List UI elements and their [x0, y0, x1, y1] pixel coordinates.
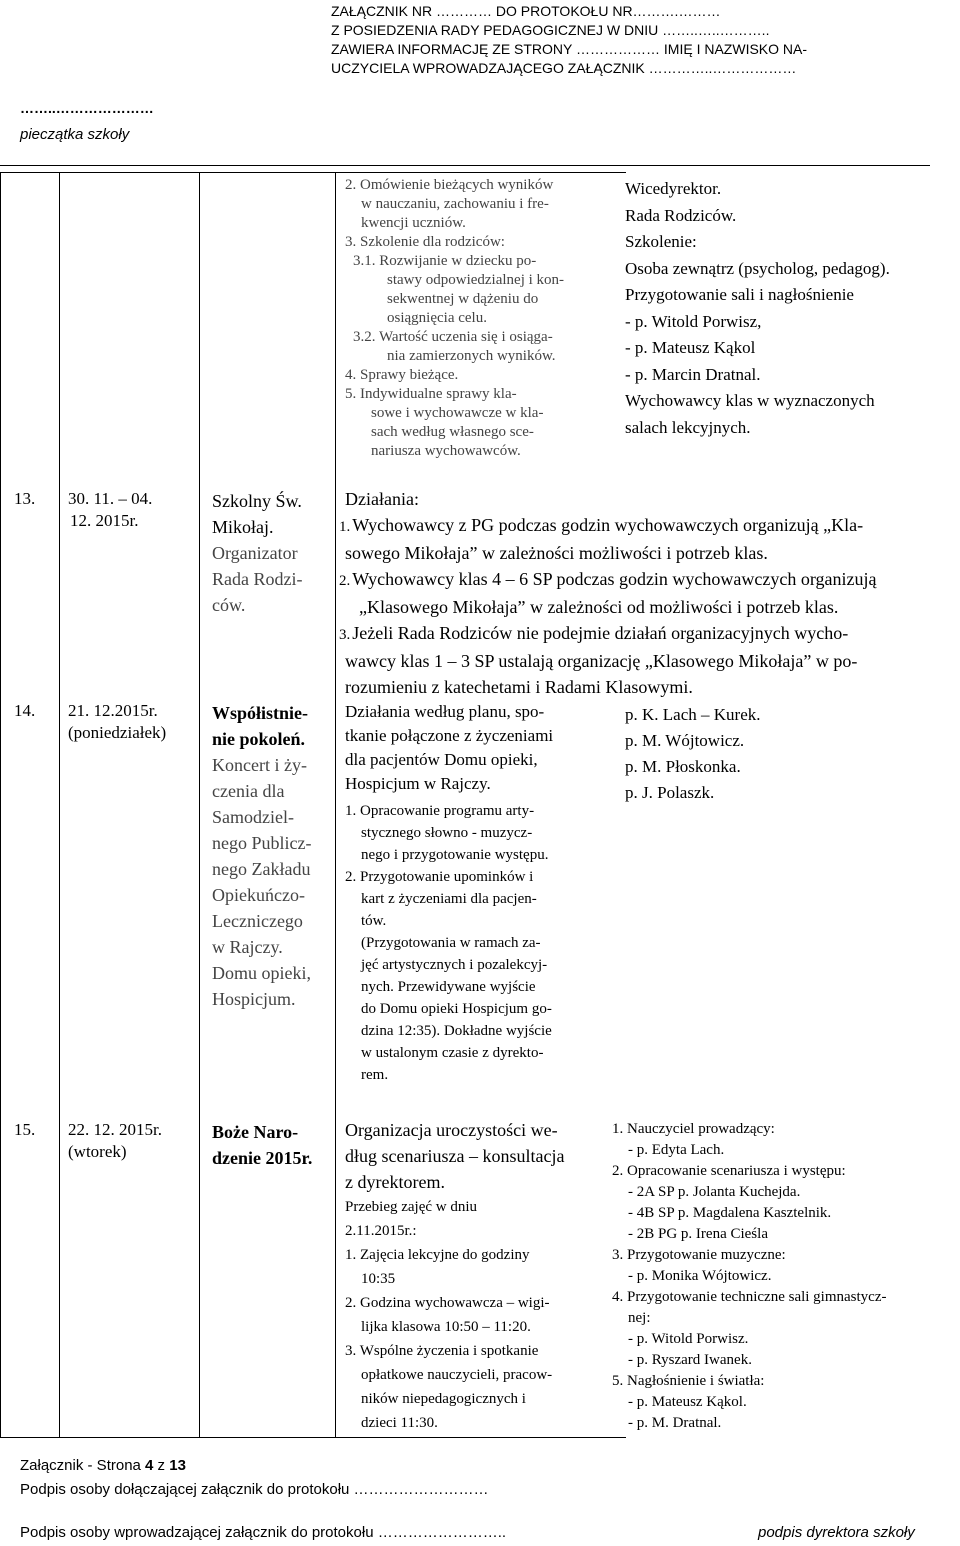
action-number: 3. — [339, 627, 351, 643]
agenda-responsible — [625, 176, 945, 441]
responsible-line: - p. Witold Porwisz. — [628, 1331, 749, 1347]
event-title-line: Boże Naro- — [212, 1122, 299, 1142]
event-description-line: nego Publicz- — [212, 833, 312, 853]
event-responsible — [612, 1119, 952, 1434]
director-signature-label: podpis dyrektora szkoły — [758, 1524, 915, 1541]
header-line-4: UCZYCIELA WPROWADZAJĄCEGO ZAŁĄCZNIK …………..……………… — [331, 60, 797, 76]
date-line: 12. 2015r. — [70, 511, 139, 530]
event-title — [212, 700, 326, 752]
event-description-line: Hospicjum. — [212, 989, 296, 1009]
responsible-line: 5. Nagłośnienie i światła: — [612, 1373, 765, 1389]
plan-item-line: 2. Godzina wychowawcza – wigi- — [345, 1295, 550, 1311]
plan-summary-line: tkanie połączone z życzeniami — [345, 726, 554, 745]
event-plan — [345, 1117, 603, 1435]
event-title-line: Szkolny Św. — [212, 491, 302, 511]
page-total: 13 — [169, 1457, 186, 1474]
page-counter — [20, 1457, 186, 1474]
row-number: 14. — [14, 701, 36, 720]
event-organizer — [212, 540, 326, 618]
plan-item-line: dzieci 11:30. — [361, 1415, 438, 1431]
responsible-line: - 2A SP p. Jolanta Kuchejda. — [628, 1184, 801, 1200]
responsible-line: - p. Witold Porwisz, — [625, 311, 762, 331]
action-line — [339, 648, 945, 674]
agenda-line: kwencji uczniów. — [361, 215, 466, 231]
plan-summary-line: dług scenariusza – konsultacja — [345, 1146, 565, 1166]
agenda-line: 5. Indywidualne sprawy kla- — [345, 386, 517, 402]
event-description-line: Opiekuńczo- — [212, 885, 305, 905]
plan-item-line: nego i przygotowanie występu. — [361, 847, 549, 863]
responsible-line: Przygotowanie sali i nagłośnienie — [625, 285, 854, 304]
event-title — [212, 488, 326, 540]
responsible-line: p. J. Polaszk. — [625, 783, 715, 802]
responsible-line: Osoba zewnątrz (psycholog, pedagog). — [625, 258, 890, 278]
action-text: wawcy klas 1 – 3 SP ustalają organizację „Klasowego Mikołaja” w po- — [345, 651, 858, 671]
action-line — [339, 566, 945, 594]
page-number: 4 — [145, 1457, 154, 1474]
plan-item-line: 1. Zajęcia lekcyjne do godziny — [345, 1247, 530, 1263]
event-description-line: Domu opieki, — [212, 963, 311, 983]
stamp-dots: ……..………………… — [20, 100, 154, 116]
responsible-line: - 4B SP p. Magdalena Kasztelnik. — [628, 1205, 832, 1221]
responsible-line: Szkolenie: — [625, 232, 697, 251]
agenda-line: w nauczaniu, zachowaniu i fre- — [361, 196, 549, 212]
action-line — [339, 512, 945, 540]
table-border-left — [0, 172, 1, 1437]
row-number: 15. — [14, 1120, 36, 1139]
agenda-line: sekwentnej w dążeniu do — [387, 291, 539, 307]
organizer-line: Rada Rodzi- — [212, 569, 303, 589]
table-border-bottom — [0, 1437, 626, 1438]
plan-items — [345, 800, 603, 1086]
row-event — [212, 700, 326, 1012]
plan-item-line: 2.11.2015r.: — [345, 1223, 417, 1239]
plan-item-line: w ustalonym czasie z dyrekto- — [361, 1045, 544, 1061]
action-text: „Klasowego Mikołaja” w zależności od możliwości i potrzeb klas. — [359, 597, 839, 617]
row-date — [68, 700, 196, 744]
event-title-line: Mikołaj. — [212, 517, 274, 537]
event-description-line: nego Zakładu — [212, 859, 311, 879]
plan-item-line: 1. Opracowanie programu arty- — [345, 803, 535, 819]
responsible-line: p. M. Płoskonka. — [625, 757, 741, 776]
responsible-line: - 2B PG p. Irena Cieśla — [628, 1226, 768, 1242]
plan-item-line: (Przygotowania w ramach za- — [361, 935, 541, 951]
plan-summary-line: z dyrektorem. — [345, 1172, 445, 1192]
responsible-line: salach lekcyjnych. — [625, 417, 751, 437]
action-text: rozumieniu z katechetami i Radami Klasowymi. — [345, 677, 693, 697]
event-description-line: czenia dla — [212, 781, 285, 801]
date-line: 30. 11. – 04. — [68, 489, 153, 508]
responsible-line: 1. Nauczyciel prowadzący: — [612, 1121, 775, 1137]
event-description-line: w Rajczy. — [212, 937, 283, 957]
responsible-line: - p. Edyta Lach. — [628, 1142, 725, 1158]
action-number: 2. — [339, 573, 351, 589]
actions-block — [339, 486, 945, 700]
date-line: (wtorek) — [68, 1142, 127, 1161]
responsible-line: 3. Przygotowanie muzyczne: — [612, 1247, 786, 1263]
responsible-line: - p. Mateusz Kąkol — [625, 338, 756, 357]
agenda-line: nia zamierzonych wyników. — [387, 348, 556, 364]
action-text: Wychowawcy z PG podczas godzin wychowawczych organizują „Kla- — [352, 515, 864, 535]
action-line — [339, 674, 945, 700]
plan-summary-line: Organizacja uroczystości we- — [345, 1120, 558, 1140]
row-date — [68, 1119, 196, 1163]
action-line — [339, 594, 945, 620]
agenda-line: stawy odpowiedzialnej i kon- — [387, 272, 565, 288]
plan-summary-line: Hospicjum w Rajczy. — [345, 774, 491, 793]
attach-signature-line: Podpis osoby dołączającej załącznik do protokołu ……………………… — [20, 1481, 489, 1498]
page-label: Załącznik - Strona — [20, 1457, 146, 1474]
responsible-line: - p. Ryszard Iwanek. — [628, 1352, 752, 1368]
responsible-line: 4. Przygotowanie techniczne sali gimnastycz- — [612, 1289, 887, 1305]
plan-item-line: do Domu opieki Hospicjum go- — [361, 1001, 552, 1017]
plan-item-line: nych. Przewidywane wyjście — [361, 979, 536, 995]
action-text: Jeżeli Rada Rodziców nie podejmie działań organizacyjnych wycho- — [352, 623, 849, 643]
header-line-3: ZAWIERA INFORMACJĘ ZE STRONY ……………… IMIĘ I NAZWISKO NA- — [331, 41, 808, 57]
event-description-line: Koncert i ży- — [212, 755, 307, 775]
agenda-line: nariusza wychowawców. — [371, 443, 521, 459]
plan-summary — [345, 1117, 603, 1195]
date-line: 22. 12. 2015r. — [68, 1120, 162, 1139]
plan-item-line: 2. Przygotowanie upominków i — [345, 869, 534, 885]
plan-item-line: stycznego słowno - muzycz- — [361, 825, 533, 841]
plan-item-line: rem. — [361, 1067, 389, 1083]
actions-list — [339, 512, 945, 700]
organizer-line: ców. — [212, 595, 246, 615]
plan-summary-line: Działania według planu, spo- — [345, 702, 545, 721]
event-title-line: Współistnie- — [212, 703, 309, 723]
event-title-line: nie pokoleń. — [212, 729, 306, 749]
event-plan — [345, 700, 603, 1086]
table-col-divider-3 — [335, 172, 336, 1437]
plan-item-line: 10:35 — [361, 1271, 396, 1287]
responsible-line: Wychowawcy klas w wyznaczonych — [625, 391, 875, 410]
header-line-1: ZAŁĄCZNIK NR ………… DO PROTOKOŁU NR……….……… — [331, 3, 721, 19]
plan-item-line: kart z życzeniami dla pacjen- — [361, 891, 537, 907]
agenda-line: osiągnięcia celu. — [387, 310, 487, 326]
row-event — [212, 1119, 326, 1171]
responsible-line: p. K. Lach – Kurek. — [625, 705, 761, 724]
school-stamp-label: pieczątka szkoły — [20, 126, 130, 143]
row-event — [212, 488, 326, 618]
agenda-list — [345, 176, 603, 461]
event-description — [212, 752, 326, 1012]
agenda-line: sowe i wychowawcze w kla- — [371, 405, 544, 421]
action-text: sowego Mikołaja” w zależności możliwości i potrzeb klas. — [345, 543, 768, 563]
plan-summary-line: dla pacjentów Domu opieki, — [345, 750, 538, 769]
plan-item-line: 3. Wspólne życzenia i spotkanie — [345, 1343, 539, 1359]
responsible-line: - p. Monika Wójtowicz. — [628, 1268, 772, 1284]
responsible-line: - p. Mateusz Kąkol. — [628, 1394, 747, 1410]
responsible-line: 2. Opracowanie scenariusza i występu: — [612, 1163, 846, 1179]
attachment-header — [331, 2, 956, 78]
responsible-line: - p. Marcin Dratnal. — [625, 364, 761, 384]
table-col-divider-2 — [199, 172, 200, 1437]
event-description-line: Samodziel- — [212, 807, 294, 827]
plan-item-line: tów. — [361, 913, 387, 929]
header-divider — [0, 165, 930, 166]
action-line — [339, 620, 945, 648]
responsible-line: - p. M. Dratnal. — [628, 1415, 722, 1431]
page-of: z — [153, 1457, 170, 1474]
plan-item-line: lijka klasowa 10:50 – 11:20. — [361, 1319, 531, 1335]
organizer-line: Organizator — [212, 543, 298, 563]
responsible-line: Wicedyrektor. — [625, 179, 722, 198]
plan-item-line: Przebieg zajęć w dniu — [345, 1199, 478, 1215]
table-col-divider-1 — [59, 172, 60, 1437]
responsible-line: nej: — [628, 1310, 651, 1326]
agenda-line: 3.1. Rozwijanie w dziecku po- — [353, 253, 537, 269]
responsible-line: p. M. Wójtowicz. — [625, 731, 745, 750]
agenda-line: 2. Omówienie bieżących wyników — [345, 177, 554, 193]
responsible-line: Rada Rodziców. — [625, 205, 737, 225]
intro-signature-line: Podpis osoby wprowadzającej załącznik do protokołu …………………….. — [20, 1524, 507, 1541]
agenda-line: 4. Sprawy bieżące. — [345, 367, 459, 383]
row-number: 13. — [14, 489, 36, 508]
event-title-line: dzenie 2015r. — [212, 1148, 313, 1168]
plan-item-line: jęć artystycznych i pozalekcyj- — [361, 957, 548, 973]
event-description-line: Leczniczego — [212, 911, 303, 931]
event-responsible — [625, 702, 945, 806]
plan-items — [345, 1195, 603, 1435]
plan-item-line: dzina 12:35). Dokładne wyjście — [361, 1023, 552, 1039]
action-text: Wychowawcy klas 4 – 6 SP podczas godzin wychowawczych organizują — [352, 569, 877, 589]
agenda-line: sach według własnego sce- — [371, 424, 534, 440]
plan-item-line: ników niepedagogicznych i — [361, 1391, 526, 1407]
table-border-top — [0, 172, 626, 173]
date-line: (poniedziałek) — [68, 723, 167, 742]
row-date — [68, 488, 196, 532]
action-number: 1. — [339, 519, 351, 535]
agenda-line: 3. Szkolenie dla rodziców: — [345, 234, 505, 250]
header-line-2: Z POSIEDZENIA RADY PEDAGOGICZNEJ W DNIU ……..…..……….. — [331, 22, 770, 38]
date-line: 21. 12.2015r. — [68, 701, 158, 720]
agenda-line: 3.2. Wartość uczenia się i osiąga- — [353, 329, 553, 345]
plan-item-line: opłatkowe nauczycieli, pracow- — [361, 1367, 553, 1383]
plan-summary — [345, 700, 603, 796]
action-line — [339, 540, 945, 566]
actions-title: Działania: — [345, 489, 419, 509]
